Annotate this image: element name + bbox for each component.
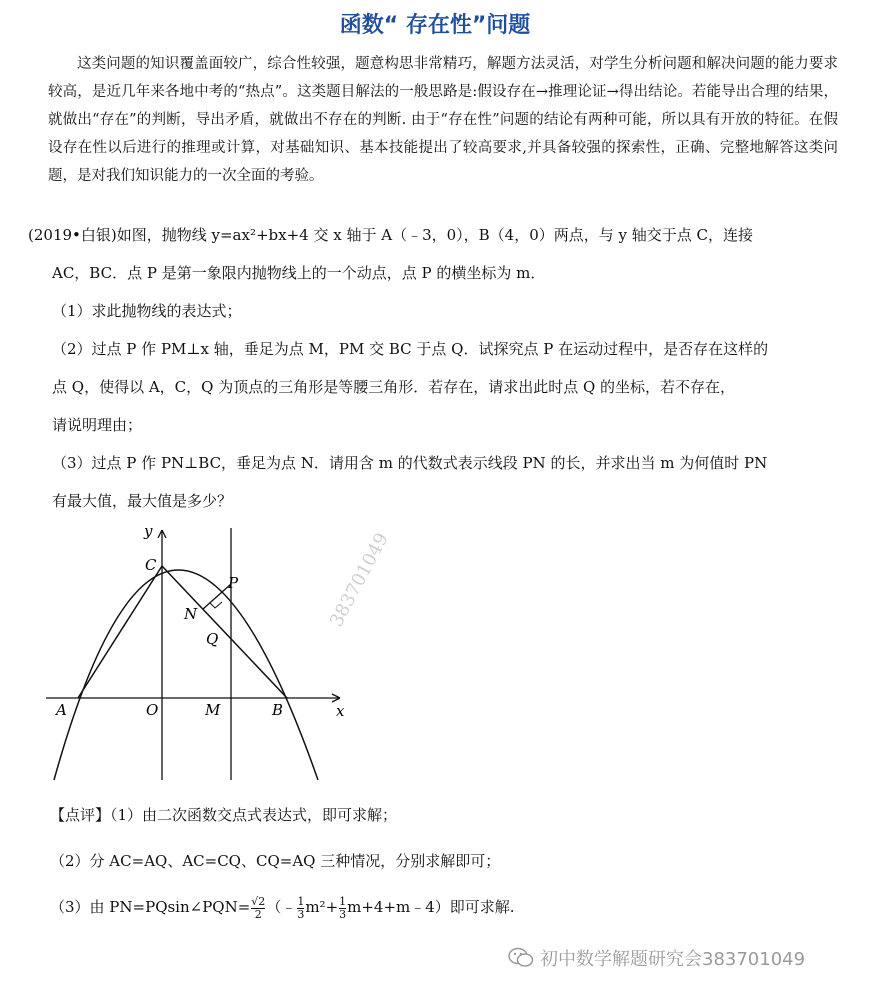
- review-line-2: （2）分 AC=AQ、AC=CQ、CQ=AQ 三种情况，分别求解即可；: [50, 852, 501, 870]
- problem-part-1: （1）求此抛物线的表达式；: [52, 302, 242, 320]
- label-m: M: [205, 701, 221, 719]
- label-o: O: [146, 701, 159, 719]
- right-angle-marker-icon: [210, 602, 222, 608]
- problem-stem-1: 如图，抛物线 y=ax²+bx+4 交 x 轴于 A（﹣3，0），B（4，0）两点，与 y 轴交于点 C，连接: [116, 226, 754, 244]
- label-y: y: [144, 522, 153, 540]
- problem-stem-2: AC，BC．点 P 是第一象限内抛物线上的一个动点，点 P 的横坐标为 m．: [52, 264, 546, 282]
- problem-source: (2019•白银): [28, 226, 117, 244]
- label-a: A: [56, 701, 67, 719]
- review-block: [50, 800, 515, 938]
- fraction-one-third-b: $\frac{1}{3}$: [339, 894, 347, 921]
- review-line-1: 【点评】（1）由二次函数交点式表达式，即可求解；: [50, 806, 398, 824]
- parabola-curve: [54, 570, 318, 780]
- problem-part-3a: （3）过点 P 作 PN⊥BC，垂足为点 N．请用含 m 的代数式表示线段 PN 的长，并求出当 m 为何值时 PN: [52, 454, 768, 472]
- label-b: B: [272, 701, 284, 719]
- page-title: 函数“ 存在性”问题: [339, 13, 531, 38]
- parabola-figure: [40, 518, 393, 793]
- segment-bc: [162, 566, 287, 698]
- footer-watermark: 初中数学解题研究会383701049: [508, 945, 805, 971]
- problem-block: [28, 216, 846, 520]
- intro-paragraph: 这类问题的知识覆盖面较广，综合性较强，题意构思非常精巧，解题方法灵活，对学生分析问题和解决问题的能力要求较高，是近几年来各地中考的“热点”。这类题目解法的一般思路是:假设存在→推理论证→得出结论。若能导出合理的结果，就做出“存在”的判断，导出矛盾，就做出不存在的判断. 由于“存在性”问题的结论有两种可能，所以具有开放的特征。在假设存在性以后进行的推理或计算，对基础知识、基本技能提出了较高要求,并具备较强的探索性，正确、完整地解答这类问题，是对我们知识能力的一次全面的考验。: [48, 56, 838, 184]
- label-q: Q: [206, 630, 219, 648]
- wechat-logo-icon: [508, 947, 534, 969]
- fraction-sqrt2-over-2: $\frac{√2}{2}$: [251, 894, 266, 921]
- problem-part-3b: 有最大值，最大值是多少？: [52, 492, 233, 510]
- review-tag: 【点评】: [50, 806, 111, 824]
- review-line-3: （3）由 PN=PQsin∠PQN= $\frac{√2}{2}$ （﹣ $\frac{1}{3}$ m²+ $\frac{1}{3}$ m+4+m﹣4）即可求解.: [50, 894, 515, 921]
- problem-stem-line-1: [28, 216, 846, 254]
- label-n: N: [184, 605, 198, 623]
- problem-part-2b: 点 Q，使得以 A，C，Q 为顶点的三角形是等腰三角形．若存在，请求出此时点 Q 的坐标，若不存在，: [52, 378, 736, 396]
- segment-ac: [78, 566, 162, 698]
- label-x: x: [336, 702, 345, 720]
- fraction-one-third-a: $\frac{1}{3}$: [297, 894, 305, 921]
- label-p: P: [228, 574, 239, 592]
- figure-watermark: 383701049: [325, 529, 393, 631]
- label-c: C: [145, 556, 157, 574]
- problem-part-2a: （2）过点 P 作 PM⊥x 轴，垂足为点 M，PM 交 BC 于点 Q．试探究点 P 在运动过程中，是否存在这样的: [52, 340, 769, 358]
- problem-part-2c: 请说明理由；: [52, 416, 143, 434]
